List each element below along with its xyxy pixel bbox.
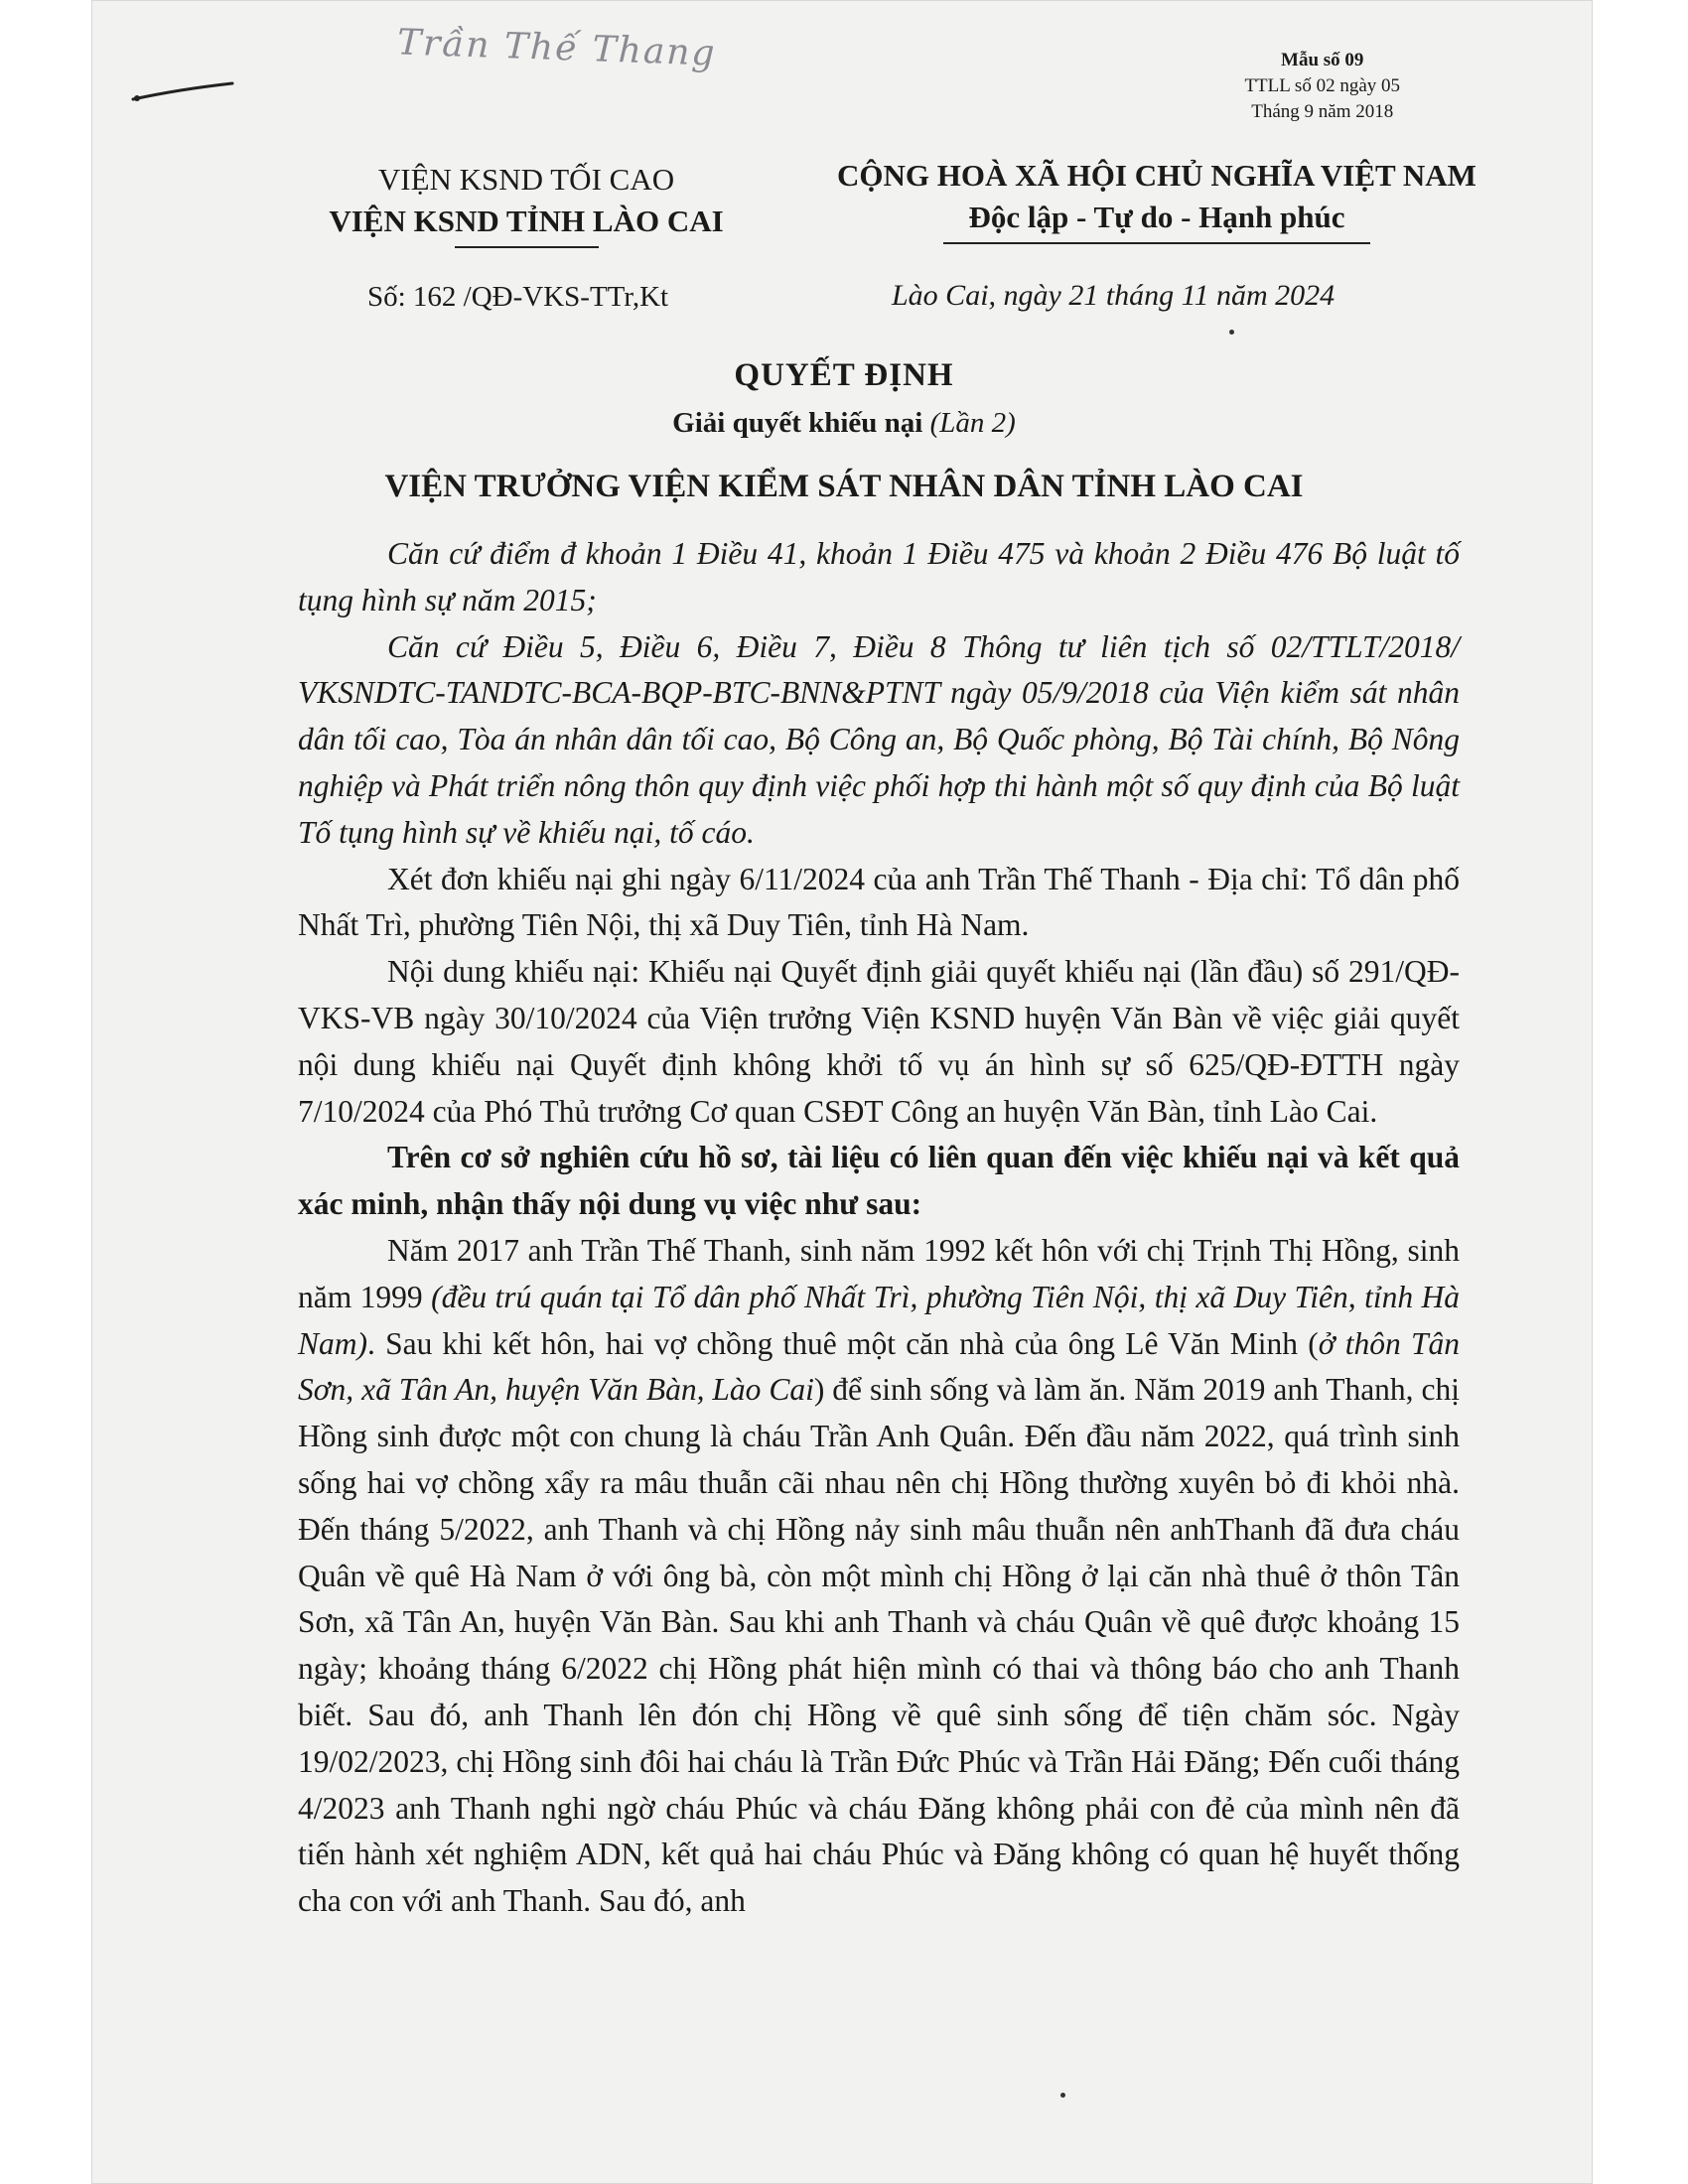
form-reference: [1244, 48, 1400, 125]
narrative-address-2: ở thôn Tân Sơn, xã Tân An, huyện Văn Bàn, Lào Cai: [298, 1325, 1460, 1408]
complaint-content: Nội dung khiếu nại: Khiếu nại Quyết định giải quyết khiếu nại (lần đầu) số 291/QĐ-VKS-VB ngày 30/10/2024 của Viện trưởng Viện KSND huyện Văn Bàn về việc giải quyết nội dung khiếu nại Quyết định không khởi tố vụ án hình sự số 625/QĐ-ĐTTH ngày 7/10/2024 của Phó Thủ trưởng Cơ quan CSĐT Công an huyện Văn Bàn, tỉnh Lào Cai.: [298, 954, 1460, 1129]
place-date: Lào Cai, ngày 21 tháng 11 năm 2024: [892, 279, 1336, 312]
national-motto: Độc lập - Tự do - Hạnh phúc: [968, 200, 1345, 234]
document-number: Số: 162 /QĐ-VKS-TTr,Kt: [367, 281, 669, 313]
form-number: Mẫu số 09: [1281, 50, 1364, 70]
narrative-part-1: Năm 2017 anh Trần Thế Thanh, sinh năm 1992 kết hôn với chị Trịnh Thị Hồng, sinh năm 1999: [298, 1232, 1460, 1314]
legal-basis-2: Căn cứ Điều 5, Điều 6, Điều 7, Điều 8 Thông tư liên tịch số 02/TTLT/2018/ VKSNDTC-TANDTC-BCA-BQP-BTC-BNN&PTNT ngày 05/9/2018 của Viện kiểm sát nhân dân tối cao, Tòa án nhân dân tối cao, Bộ Công an, Bộ Quốc phòng, Bộ Tài chính, Bộ Nông nghiệp và Phát triển nông thôn quy định việc phối hợp thi hành một số quy định của Bộ luật Tố tụng hình sự về khiếu nại, tố cáo.: [298, 628, 1460, 850]
ink-speck: [1229, 330, 1234, 335]
national-title: CỘNG HOÀ XÃ HỘI CHỦ NGHĨA VIỆT NAM: [837, 158, 1477, 193]
agency-underline: [455, 246, 599, 248]
findings-heading: Trên cơ sở nghiên cứu hồ sơ, tài liệu có liên quan đến việc khiếu nại và kết quả xác minh, nhận thấy nội dung vụ việc như sau:: [298, 1140, 1460, 1222]
narrative-address-1: (đều trú quán tại Tổ dân phố Nhất Trì, phường Tiên Nội, thị xã Duy Tiên, tỉnh Hà Nam): [298, 1279, 1461, 1361]
subtitle-note: (Lần 2): [929, 407, 1016, 439]
agency-header: [298, 159, 755, 248]
national-header: [834, 155, 1479, 244]
ink-speck: [1060, 2093, 1065, 2098]
form-circular: TTLL số 02 ngày 05: [1244, 75, 1400, 96]
narrative-part-2: . Sau khi kết hôn, hai vợ chồng thuê một căn nhà của ông Lê Văn Minh (: [367, 1325, 1319, 1361]
handwritten-note: Trần Thế Thang: [396, 22, 718, 74]
subtitle-main: Giải quyết khiếu nại: [672, 407, 930, 439]
motto-underline: [943, 242, 1370, 244]
issuing-authority: VIỆN TRƯỞNG VIỆN KIỂM SÁT NHÂN DÂN TỈNH LÀO CAI: [384, 469, 1304, 504]
pen-stroke-mark: [129, 77, 238, 107]
form-date: Tháng 9 năm 2018: [1251, 101, 1394, 122]
narrative-part-3: ) để sinh sống và làm ăn. Năm 2019 anh Thanh, chị Hồng sinh được một con chung là cháu Trần Anh Quân. Đến đầu năm 2022, quá trình sinh sống hai vợ chồng xẩy ra mâu thuẫn cãi nhau nên chị Hồng thường xuyên bỏ đi khỏi nhà. Đến tháng 5/2022, anh Thanh và chị Hồng nảy sinh mâu thuẫn nên anhThanh đã đưa cháu Quân về quê Hà Nam ở với ông bà, còn một mình chị Hồng ở lại căn nhà thuê ở thôn Tân Sơn, xã Tân An, huyện Văn Bàn. Sau khi anh Thanh và cháu Quân về quê được khoảng 15 ngày; khoảng tháng 6/2022 chị Hồng phát hiện mình có thai và thông báo cho anh Thanh biết. Sau đó, anh Thanh lên đón chị Hồng về quê sinh sống để tiện chăm sóc. Ngày 19/02/2023, chị Hồng sinh đôi hai cháu là Trần Đức Phúc và Trần Hải Đăng; Đến cuối tháng 4/2023 anh Thanh nghi ngờ cháu Phúc và cháu Đăng không phải con đẻ của mình nên đã tiến hành xét nghiệm ADN, kết quả hai cháu Phúc và Đăng không có quan hệ huyết thống cha con với anh Thanh. Sau đó, anh: [298, 1372, 1460, 1919]
document-body: [298, 531, 1460, 1925]
legal-basis-1: Căn cứ điểm đ khoản 1 Điều 41, khoản 1 Điều 475 và khoản 2 Điều 476 Bộ luật tố tụng hình sự năm 2015;: [298, 536, 1460, 617]
document-title: QUYẾT ĐỊNH: [734, 357, 954, 393]
agency-name: VIỆN KSND TỈNH LÀO CAI: [329, 204, 724, 238]
agency-parent: VIỆN KSND TỐI CAO: [377, 162, 675, 197]
case-narrative: [298, 1228, 1460, 1925]
document-subtitle: [0, 407, 1688, 440]
complaint-consideration: Xét đơn khiếu nại ghi ngày 6/11/2024 của anh Trần Thế Thanh - Địa chỉ: Tổ dân phố Nhất Trì, phường Tiên Nội, thị xã Duy Tiên, tỉnh Hà Nam.: [298, 861, 1460, 943]
